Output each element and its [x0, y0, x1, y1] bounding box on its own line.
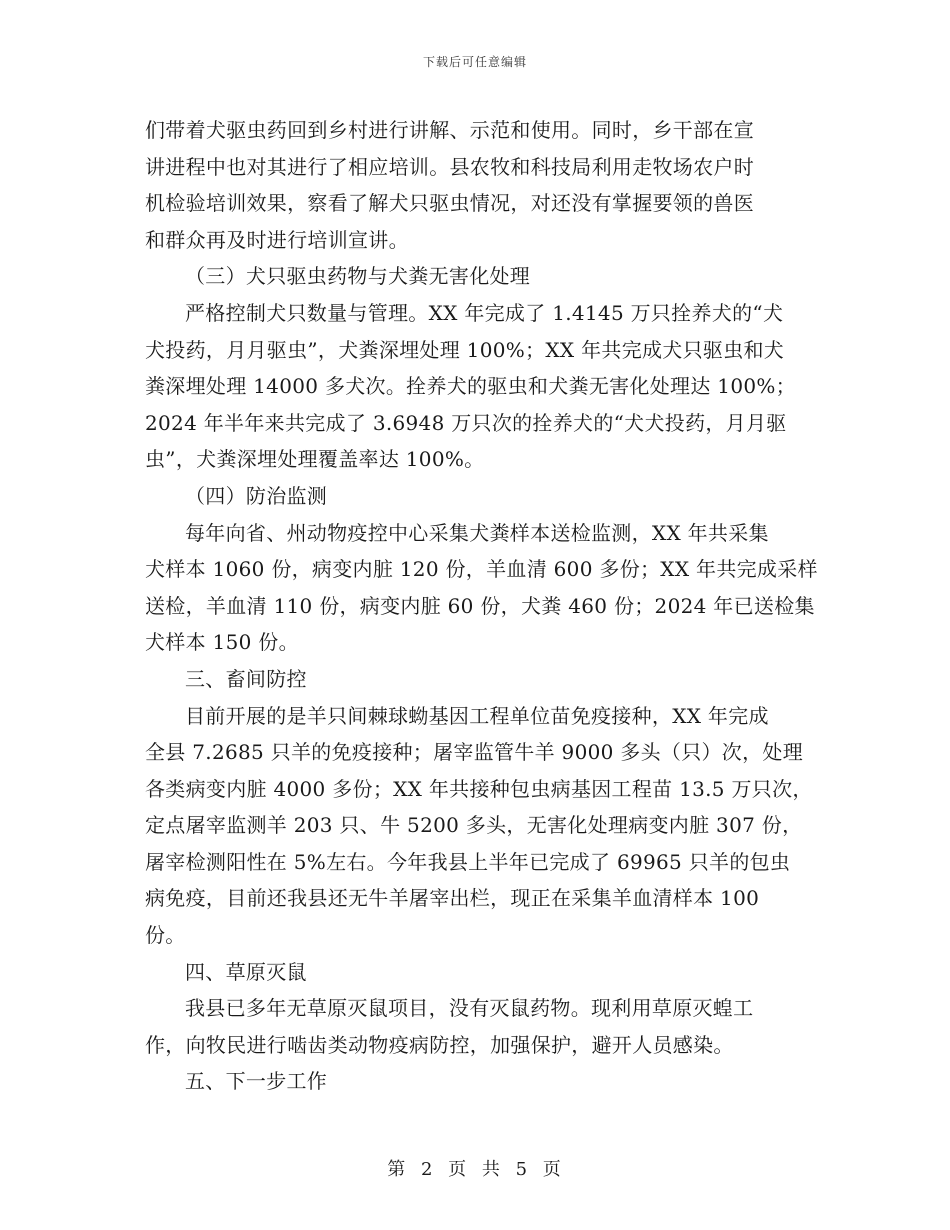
- text-line: 犬样本 150 份。: [145, 630, 299, 655]
- text-line: 各类病变内脏 4000 多份；XX 年共接种包虫病基因工程苗 13.5 万只次，: [145, 776, 813, 801]
- page-header-note: 下载后可任意编辑: [422, 55, 527, 69]
- text-line: 虫”，犬粪深埋处理覆盖率达 100%。: [145, 447, 485, 472]
- text-line: 犬样本 1060 份，病变内脏 120 份，羊血清 600 多份；XX 年共完成采样: [145, 557, 818, 582]
- document-body: [145, 112, 818, 1100]
- text-line: 四、草原灭鼠: [185, 959, 307, 984]
- text-line: 屠宰检测阳性在 5%左右。今年我县上半年已完成了 69965 只羊的包虫: [145, 849, 791, 874]
- text-line: 和群众再及时进行培训宣讲。: [145, 227, 409, 252]
- text-line: 2024 年半年来共完成了 3.6948 万只次的拴养犬的“犬犬投药，月月驱: [145, 410, 787, 435]
- text-line: 粪深埋处理 14000 多犬次。拴养犬的驱虫和犬粪无害化处理达 100%；: [145, 374, 796, 399]
- text-line: 目前开展的是羊只间棘球蚴基因工程单位苗免疫接种，XX 年完成: [185, 703, 769, 728]
- text-line: 全县 7.2685 只羊的免疫接种；屠宰监管牛羊 9000 多头（只）次，处理: [145, 740, 804, 765]
- text-line: 每年向省、州动物疫控中心采集犬粪样本送检监测，XX 年共采集: [185, 520, 769, 545]
- text-line: 机检验培训效果，察看了解犬只驱虫情况，对还没有掌握要领的兽医: [145, 191, 754, 216]
- text-line: 犬投药，月月驱虫”，犬粪深埋处理 100%；XX 年共完成犬只驱虫和犬: [145, 337, 785, 362]
- text-line: 我县已多年无草原灭鼠项目，没有灭鼠药物。现利用草原灭蝗工: [185, 996, 754, 1021]
- text-line: （四）防治监测: [185, 483, 328, 508]
- text-line: 五、下一步工作: [185, 1069, 328, 1094]
- text-line: 讲进程中也对其进行了相应培训。县农牧和科技局利用走牧场农户时: [145, 154, 754, 179]
- text-line: 定点屠宰监测羊 203 只、牛 5200 多头，无害化处理病变内脏 307 份，: [145, 813, 803, 838]
- page-number-footer: 第 2 页 共 5 页: [387, 1159, 563, 1180]
- text-line: 三、畜间防控: [185, 666, 307, 691]
- text-line: 作，向牧民进行啮齿类动物疫病防控，加强保护，避开人员感染。: [145, 1032, 734, 1057]
- text-line: （三）犬只驱虫药物与犬粪无害化处理: [185, 264, 531, 289]
- text-line: 病免疫，目前还我县还无牛羊屠宰出栏，现正在采集羊血清样本 100: [145, 886, 760, 911]
- text-line: 送检，羊血清 110 份，病变内脏 60 份，犬粪 460 份；2024 年已送检集: [145, 593, 815, 618]
- text-line: 们带着犬驱虫药回到乡村进行讲解、示范和使用。同时，乡干部在宣: [145, 118, 754, 142]
- text-line: 份。: [145, 923, 186, 948]
- text-line: 严格控制犬只数量与管理。XX 年完成了 1.4145 万只拴养犬的“犬: [185, 300, 784, 325]
